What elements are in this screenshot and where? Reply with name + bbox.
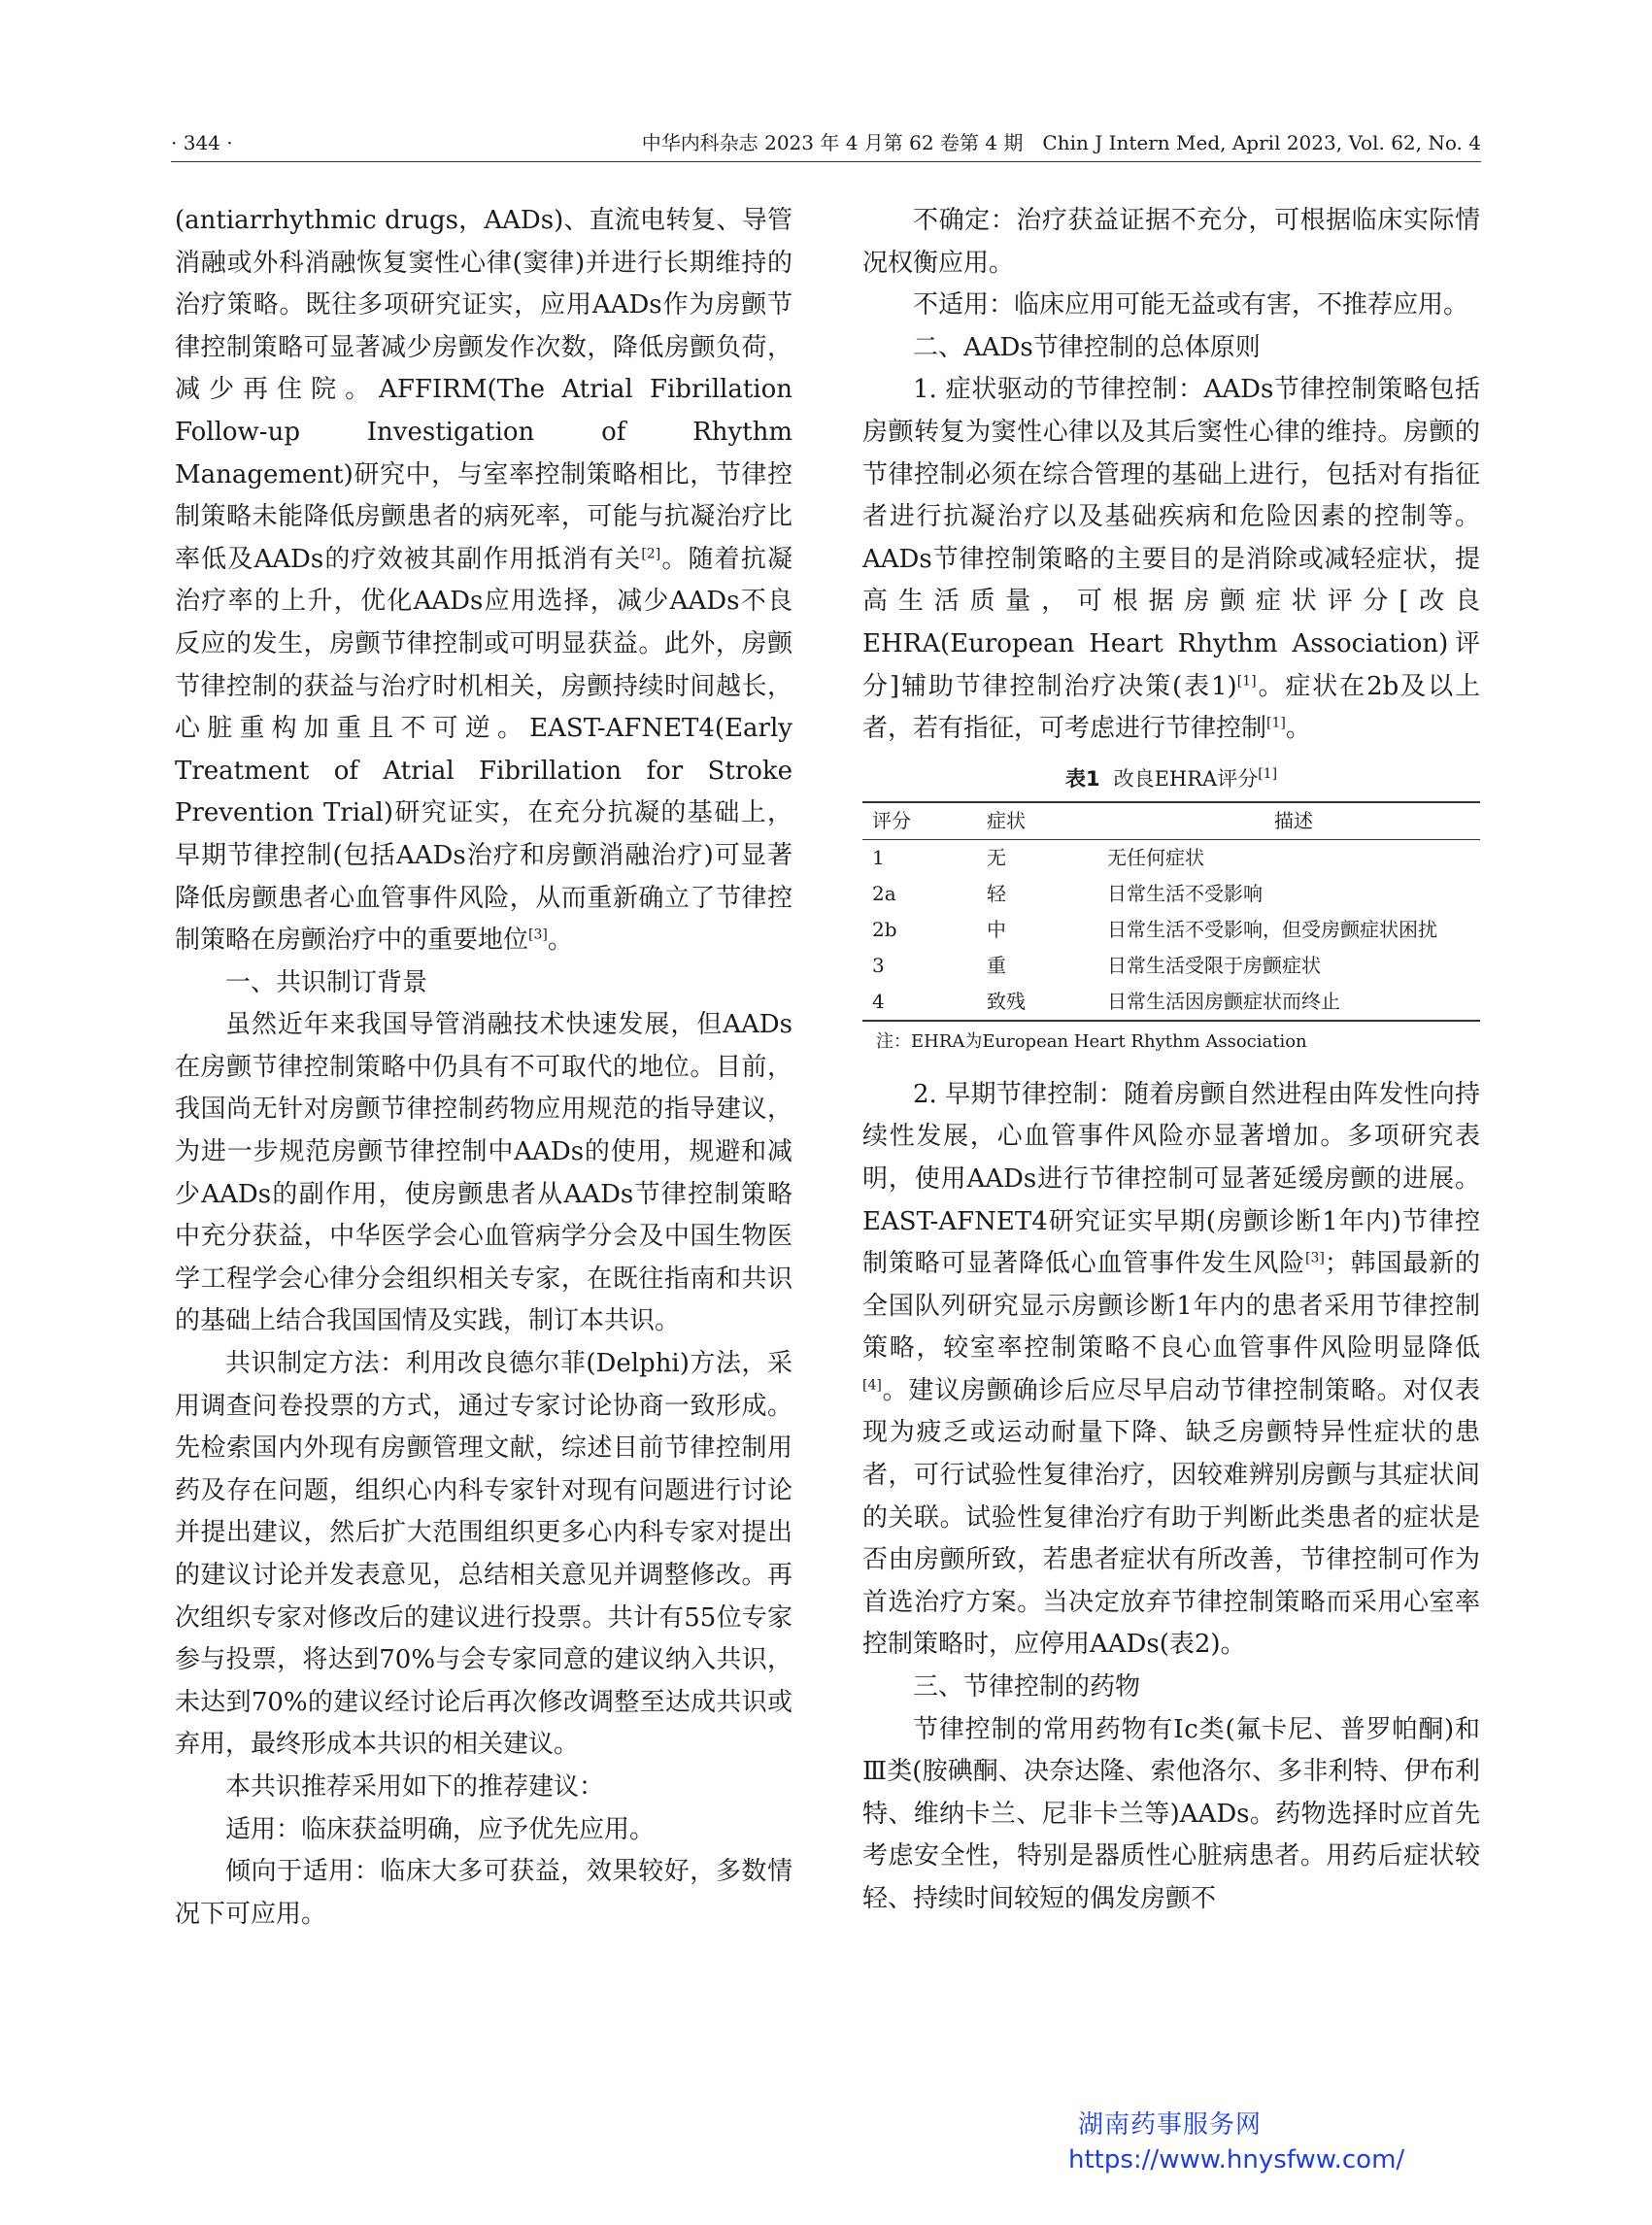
paragraph-applicable: 适用：临床获益明确，应予优先应用。 (225, 1814, 656, 1844)
citation-ref[interactable]: [1] (1266, 715, 1286, 731)
table-row: 1 无 无任何症状 (872, 845, 1204, 869)
section-heading-background: 一、共识制订背景 (225, 967, 428, 997)
left-column (175, 200, 792, 1936)
citation-ref[interactable]: [4] (862, 1377, 882, 1394)
citation-ref[interactable]: [1] (1258, 765, 1278, 782)
paragraph-symptom-driven: 1. 症状驱动的节律控制：AADs节律控制策略包括房颤转复为窦性心律以及其后窦性心律的维持。房颤的节律控制必须在综合管理的基础上进行，包括对有指征者进行抗凝治疗以及基础疾病和危险因素的控制等。AADs节律控制策略的主要目的是消除或减轻症状，提高生活质量，可根据房颤症状评分[改良EHRA(European Heart Rhythm Association)评分]辅助节律控制治疗决策(表1)[1]。症状在2b及以上者，若有指征，可考虑进行节律控制[1]。 (862, 375, 1480, 744)
paragraph-method: 共识制定方法：利用改良德尔菲(Delphi)方法，采用调查问卷投票的方式，通过专家讨论协商一致形成。先检索国内外现有房颤管理文献，综述目前节律控制用药及存在问题，组织心内科专家针对现有问题进行讨论并提出建议，然后扩大范围组织更多心内科专家对提出的建议讨论并发表意见，总结相关意见并调整修改。再次组织专家对修改后的建议进行投票。共计有55位专家参与投票，将达到70%与会专家同意的建议纳入共识，未达到70%的建议经讨论后再次修改调整至达成共识或弃用，最终形成本共识的相关建议。 (175, 1349, 792, 1760)
column-header-symptom: 症状 (987, 802, 1107, 840)
table-row: 2b 中 日常生活不受影响，但受房颤症状困扰 (872, 917, 1437, 941)
paragraph-background: 虽然近年来我国导管消融技术快速发展，但AADs在房颤节律控制策略中仍具有不可取代的地位。目前，我国尚无针对房颤节律控制药物应用规范的指导建议，为进一步规范房颤节律控制中AADs的使用，规避和减少AADs的副作用，使房颤患者从AADs节律控制策略中充分获益，中华医学会心血管病学分会及中国生物医学工程学会心律分会组织相关专家，在既往指南和共识的基础上结合我国国情及实践，制订本共识。 (175, 1010, 792, 1336)
running-header (171, 124, 1481, 162)
table-row: 3 重 日常生活受限于房颤症状 (872, 953, 1321, 977)
ehra-score-table (862, 801, 1480, 1022)
table-header-row (862, 802, 1480, 840)
citation-ref[interactable]: [1] (1236, 672, 1257, 689)
page-number: · 344 · (171, 131, 233, 154)
citation-ref[interactable]: [3] (528, 927, 548, 943)
citation-ref[interactable]: [3] (1305, 1250, 1325, 1266)
paragraph-recommendation-intro: 本共识推荐采用如下的推荐建议： (225, 1771, 605, 1802)
paragraph-uncertain: 不确定：治疗获益证据不充分，可根据临床实际情况权衡应用。 (862, 206, 1480, 278)
watermark-site-name: 湖南药事服务网 (1078, 2110, 1263, 2140)
right-column (862, 200, 1480, 1921)
citation-ref[interactable]: [2] (641, 546, 661, 562)
paragraph-drugs: 节律控制的常用药物有Ⅰc类(氟卡尼、普罗帕酮)和Ⅲ类(胺碘酮、决奈达隆、索他洛尔、多非利特、伊布利特、维纳卡兰、尼非卡兰等)AADs。药物选择时应首先考虑安全性，特别是器质性心脏病患者。用药后症状较轻、持续时间较短的偶发房颤不 (862, 1714, 1480, 1913)
column-header-description: 描述 (1107, 802, 1480, 840)
journal-citation: 中华内科杂志 2023 年 4 月第 62 卷第 4 期 Chin J Intern Med, April 2023, Vol. 62, No. 4 (641, 131, 1481, 154)
column-header-score: 评分 (862, 802, 987, 840)
section-heading-principles: 二、AADs节律控制的总体原则 (913, 332, 1261, 362)
paragraph-tend-applicable: 倾向于适用：临床大多可获益，效果较好，多数情况下可应用。 (175, 1857, 792, 1929)
table-note: 注：EHRA为European Heart Rhythm Association (876, 1030, 1307, 1052)
table-row: 2a 轻 日常生活不受影响 (872, 881, 1263, 905)
section-heading-drugs: 三、节律控制的药物 (913, 1672, 1141, 1702)
table-label: 表1 (1064, 766, 1100, 791)
table-row: 4 致残 日常生活因房颤症状而终止 (872, 989, 1340, 1013)
site-watermark (1068, 2107, 1404, 2177)
paragraph-intro-continued: (antiarrhythmic drugs，AADs)、直流电转复、导管消融或外科消融恢复窦性心律(窦律)并进行长期维持的治疗策略。既往多项研究证实，应用AADs作为房颤节律控制策略可显著减少房颤发作次数，降低房颤负荷，减少再住院。AFFIRM(The Atrial Fibrillation Follow-up Investigation of Rhythm Management)研究中，与室率控制策略相比，节律控制策略未能降低房颤患者的病死率，可能与抗凝治疗比率低及AADs的疗效被其副作用抵消有关[2]。随着抗凝治疗率的上升，优化AADs应用选择，减少AADs不良反应的发生，房颤节律控制或可明显获益。此外，房颤节律控制的获益与治疗时机相关，房颤持续时间越长，心脏重构加重且不可逆。EAST-AFNET4(Early Treatment of Atrial Fibrillation for Stroke Prevention Trial)研究证实，在充分抗凝的基础上，早期节律控制(包括AADs治疗和房颤消融治疗)可显著降低房颤患者心血管事件风险，从而重新确立了节律控制策略在房颤治疗中的重要地位[3]。 (175, 206, 792, 956)
table-title: 表1 改良EHRA评分[1] (1064, 765, 1278, 791)
paragraph-not-applicable: 不适用：临床应用可能无益或有害，不推荐应用。 (913, 290, 1469, 320)
paragraph-early-rhythm-control: 2. 早期节律控制：随着房颤自然进程由阵发性向持续性发展，心血管事件风险亦显著增加。多项研究表明，使用AADs进行节律控制可显著延缓房颤的进展。EAST-AFNET4研究证实早期(房颤诊断1年内)节律控制策略可显著降低心血管事件发生风险[3]；韩国最新的全国队列研究显示房颤诊断1年内的患者采用节律控制策略，较室率控制策略不良心血管事件风险明显降低[4]。建议房颤确诊后应尽早启动节律控制策略。对仅表现为疲乏或运动耐量下降、缺乏房颤特异性症状的患者，可行试验性复律治疗，因较难辨别房颤与其症状间的关联。试验性复律治疗有助于判断此类患者的症状是否由房颤所致，若患者症状有所改善，节律控制可作为首选治疗方案。当决定放弃节律控制策略而采用心室率控制策略时，应停用AADs(表2)。 (862, 1079, 1480, 1660)
watermark-url[interactable]: https://www.hnysfww.com/ (1068, 2145, 1405, 2174)
